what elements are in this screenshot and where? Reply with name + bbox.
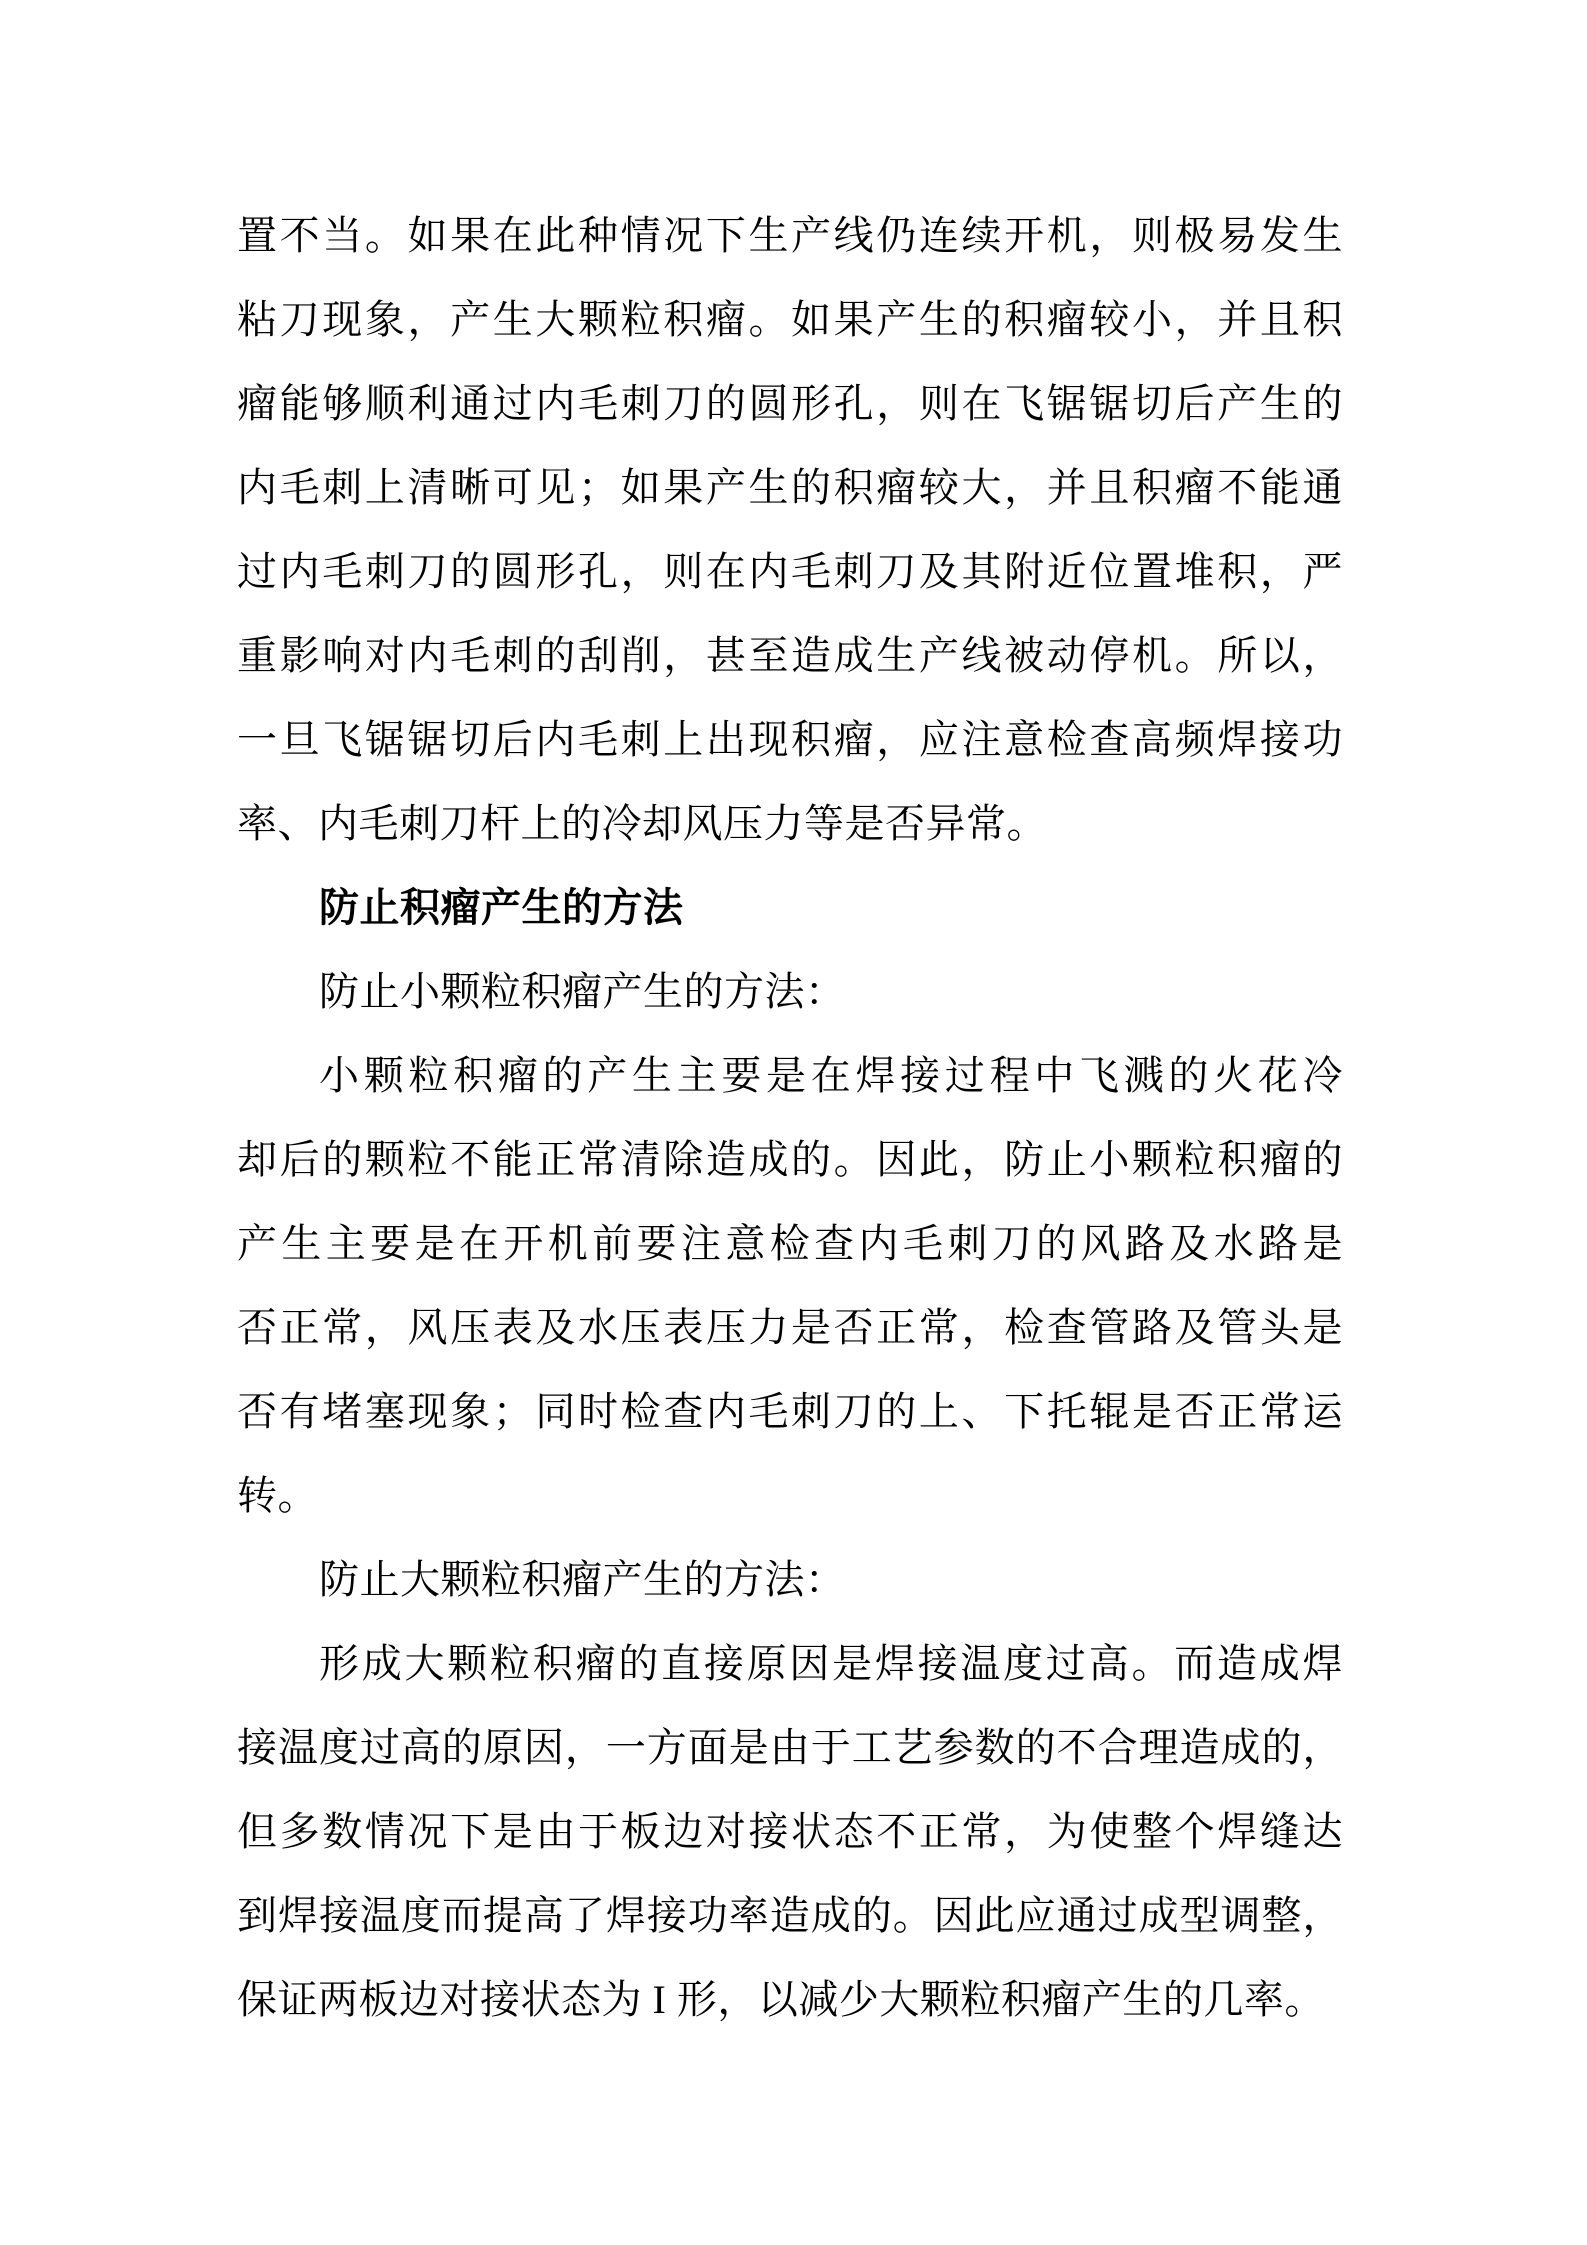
paragraph-line: 粘刀现象，产生大颗粒积瘤。如果产生的积瘤较小，并且积 (237, 297, 1343, 342)
paragraph-line: 但多数情况下是由于板边对接状态不正常，为使整个焊缝达 (237, 1809, 1343, 1854)
paragraph-line: 置不当。如果在此种情况下生产线仍连续开机，则极易发生 (237, 213, 1343, 258)
paragraph-line: 过内毛刺刀的圆形孔，则在内毛刺刀及其附近位置堆积，严 (237, 549, 1343, 594)
subheading-large-particle: 防止大颗粒积瘤产生的方法： (319, 1557, 846, 1602)
paragraph-line: 接温度过高的原因，一方面是由于工艺参数的不合理造成的， (237, 1725, 1343, 1770)
paragraph-line: 内毛刺上清晰可见；如果产生的积瘤较大，并且积瘤不能通 (237, 465, 1343, 510)
paragraph-line: 产生主要是在开机前要注意检查内毛刺刀的风路及水路是 (237, 1221, 1343, 1266)
paragraph-line: 小颗粒积瘤的产生主要是在焊接过程中飞溅的火花冷 (319, 1053, 1343, 1098)
paragraph-line: 转。 (237, 1473, 318, 1518)
document-text-block (237, 194, 1343, 2042)
paragraph-line: 瘤能够顺利通过内毛刺刀的圆形孔，则在飞锯锯切后产生的 (237, 381, 1343, 426)
paragraph-line: 一旦飞锯锯切后内毛刺上出现积瘤，应注意检查高频焊接功 (237, 717, 1343, 762)
paragraph-line: 率、内毛刺刀杆上的冷却风压力等是否异常。 (237, 801, 1047, 846)
paragraph-line: 保证两板边对接状态为 I 形，以减少大颗粒积瘤产生的几率。 (237, 1977, 1325, 2022)
paragraph-line: 否正常，风压表及水压表压力是否正常，检查管路及管头是 (237, 1305, 1343, 1350)
subheading-small-particle: 防止小颗粒积瘤产生的方法： (319, 969, 846, 1014)
paragraph-line: 否有堵塞现象；同时检查内毛刺刀的上、下托辊是否正常运 (237, 1389, 1343, 1434)
paragraph-line: 形成大颗粒积瘤的直接原因是焊接温度过高。而造成焊 (319, 1641, 1343, 1686)
section-heading: 防止积瘤产生的方法 (319, 885, 684, 930)
paragraph-line: 到焊接温度而提高了焊接功率造成的。因此应通过成型调整， (237, 1893, 1343, 1938)
paragraph-line: 重影响对内毛刺的刮削，甚至造成生产线被动停机。所以， (237, 633, 1343, 678)
paragraph-line: 却后的颗粒不能正常清除造成的。因此，防止小颗粒积瘤的 (237, 1137, 1343, 1182)
